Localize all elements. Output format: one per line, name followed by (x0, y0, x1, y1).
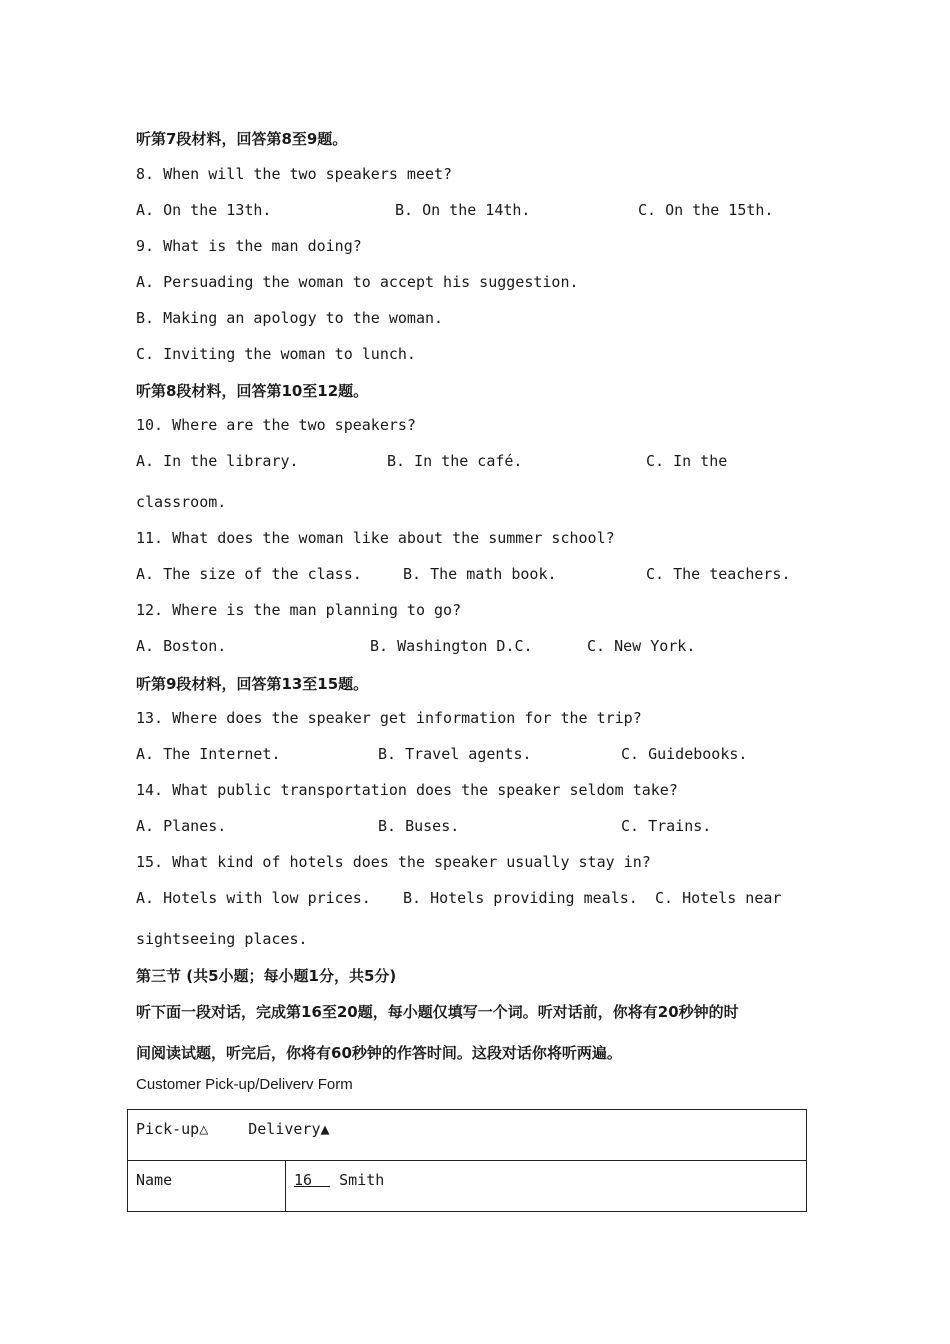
part3-heading: 第三节 (共5小题；每小题1分，共5分) (136, 967, 397, 985)
q10-option-a: A. In the library. (136, 452, 299, 470)
delivery-option: Delivery▲ (248, 1120, 330, 1138)
part3-instructions-line2: 间阅读试题，听完后，你将有60秒钟的作答时间。这段对话你将听两遍。 (136, 1044, 622, 1062)
question-9: 9. What is the man doing? (136, 237, 362, 255)
pickup-delivery-form (127, 1109, 807, 1212)
q8-option-a: A. On the 13th. (136, 201, 272, 219)
q13-option-b: B. Travel agents. (378, 745, 532, 763)
question-8: 8. When will the two speakers meet? (136, 165, 453, 183)
section7-heading: 听第7段材料，回答第8至9题。 (136, 130, 348, 148)
q11-option-c: C. The teachers. (646, 565, 791, 583)
q9-option-a: A. Persuading the woman to accept his suggestion. (136, 273, 579, 291)
q11-option-b: B. The math book. (403, 565, 557, 583)
q10-option-c-continued: classroom. (136, 493, 227, 511)
q13-option-a: A. The Internet. (136, 745, 281, 763)
q14-option-b: B. Buses. (378, 817, 460, 835)
question-12: 12. Where is the man planning to go? (136, 601, 462, 619)
q12-option-a: A. Boston. (136, 637, 227, 655)
q8-option-c: C. On the 15th. (638, 201, 774, 219)
section9-heading: 听第9段材料，回答第13至15题。 (136, 675, 369, 693)
question-15: 15. What kind of hotels does the speaker usually stay in? (136, 853, 651, 871)
q11-option-a: A. The size of the class. (136, 565, 362, 583)
q15-option-c-continued: sightseeing places. (136, 930, 308, 948)
q8-option-b: B. On the 14th. (395, 201, 531, 219)
q10-option-b: B. In the café. (387, 452, 523, 470)
blank-16: 16 (294, 1171, 331, 1189)
pickup-option: Pick-up△ (136, 1120, 209, 1138)
question-11: 11. What does the woman like about the summer school? (136, 529, 615, 547)
part3-instructions-line1: 听下面一段对话，完成第16至20题，每小题仅填写一个词。听对话前，你将有20秒钟的时 (136, 1003, 739, 1021)
q10-option-c: C. In the (646, 452, 728, 470)
question-13: 13. Where does the speaker get information for the trip? (136, 709, 642, 727)
q12-option-b: B. Washington D.C. (370, 637, 533, 655)
name-label: Name (136, 1171, 173, 1189)
section8-heading: 听第8段材料，回答第10至12题。 (136, 382, 369, 400)
question-10: 10. Where are the two speakers? (136, 416, 416, 434)
q15-option-a: A. Hotels with low prices. (136, 889, 371, 907)
q9-option-b: B. Making an apology to the woman. (136, 309, 444, 327)
name-value-cell (286, 1161, 807, 1212)
q14-option-a: A. Planes. (136, 817, 227, 835)
form-row-name (128, 1161, 807, 1212)
form-type-cell (128, 1110, 807, 1161)
q9-option-c: C. Inviting the woman to lunch. (136, 345, 416, 363)
form-row-type (128, 1110, 807, 1161)
name-label-cell (128, 1161, 286, 1212)
q15-option-c: C. Hotels near (655, 889, 782, 907)
form-title: Customer Pick-up/Deliverv Form (136, 1076, 353, 1093)
q13-option-c: C. Guidebooks. (621, 745, 748, 763)
q15-option-b: B. Hotels providing meals. (403, 889, 638, 907)
q14-option-c: C. Trains. (621, 817, 712, 835)
question-14: 14. What public transportation does the speaker seldom take? (136, 781, 678, 799)
name-value: Smith (330, 1171, 385, 1189)
q12-option-c: C. New York. (587, 637, 696, 655)
